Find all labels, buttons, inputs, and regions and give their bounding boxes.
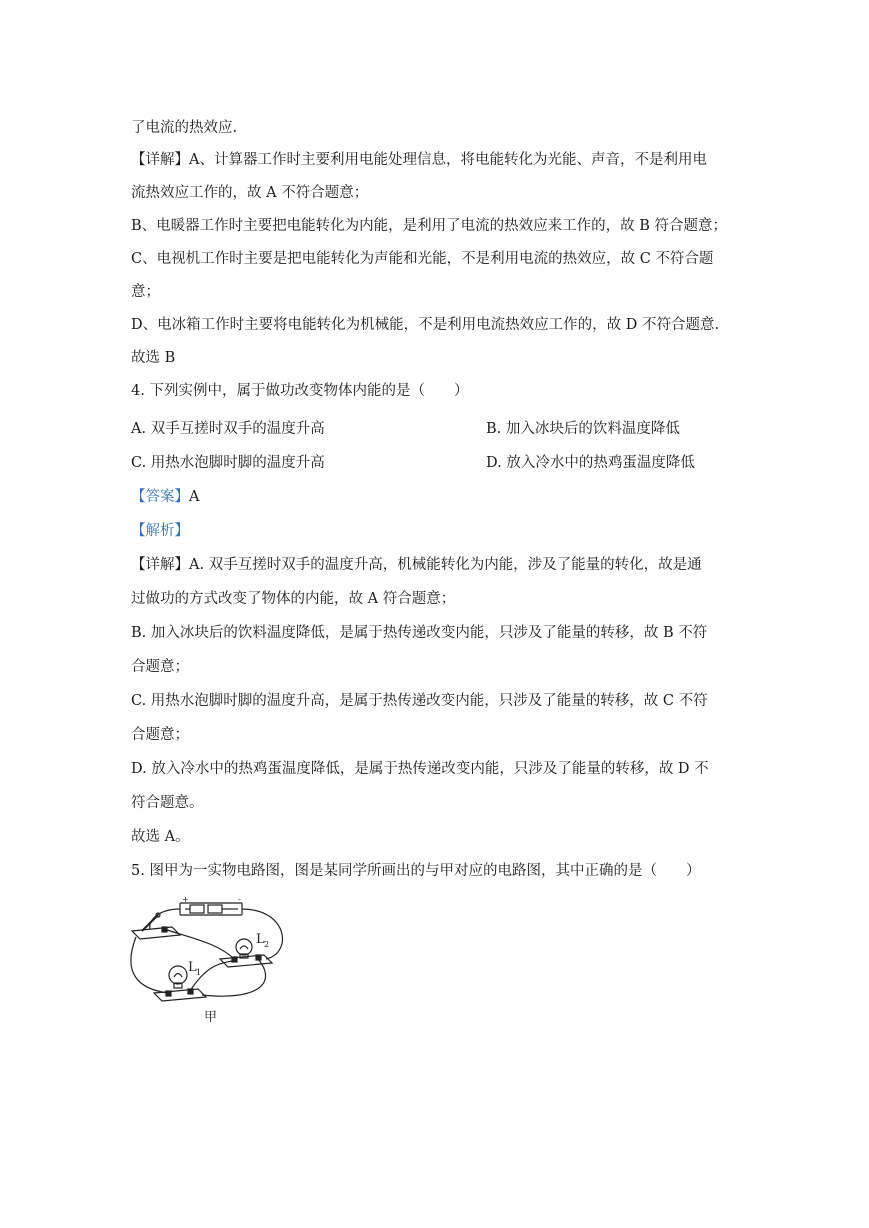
text-line: 故选 A。: [131, 829, 190, 845]
text-line: 流热效应工作的，故 A 不符合题意；: [131, 185, 369, 201]
lamp-l2-bulb: [236, 939, 252, 955]
answer-label: 【答案】: [131, 489, 189, 505]
battery-cell: [208, 905, 222, 913]
text-line: B. 加入冰块后的饮料温度降低，是属于热传递改变内能，只涉及了能量的转移，故 B 不符: [131, 625, 708, 641]
switch-base: [132, 927, 180, 939]
wire: [131, 937, 168, 993]
battery-plus-label: +: [182, 895, 189, 904]
option-d: D. 放入冷水中的热鸡蛋温度降低: [486, 455, 695, 471]
option-a: A. 双手互搓时双手的温度升高: [131, 421, 325, 437]
lamp-l1-base: [154, 989, 206, 1001]
lamp-l2-base: [220, 955, 272, 967]
question-5: 5. 图甲为一实物电路图，图是某同学所画出的与甲对应的电路图，其中正确的是（ ）: [131, 863, 701, 879]
lamp-l1-bulb: [169, 966, 187, 984]
text-line: C. 用热水泡脚时脚的温度升高，是属于热传递改变内能，只涉及了能量的转移，故 C 不符: [131, 693, 708, 709]
battery-minus-label: -: [238, 895, 241, 904]
lamp-l1-subscript: 1: [196, 968, 202, 977]
text-line: 合题意；: [131, 659, 189, 675]
text-line: C、电视机工作时主要是把电能转化为声能和光能，不是利用电流的热效应，故 C 不符合题: [131, 251, 714, 267]
text-line: 了电流的热效应.: [131, 120, 238, 136]
lamp-l1-label: L: [188, 960, 197, 975]
text-line: 【详解】A、计算器工作时主要利用电能处理信息，将电能转化为光能、声音，不是利用电: [131, 152, 707, 168]
wire: [164, 929, 234, 959]
text-line: D. 放入冷水中的热鸡蛋温度降低，是属于热传递改变内能，只涉及了能量的转移，故 D 不: [131, 761, 709, 777]
text-line: 意；: [131, 284, 160, 300]
text-line: B、电暖器工作时主要把电能转化为内能，是利用了电流的热效应来工作的，故 B 符合题意；: [131, 218, 728, 234]
text-line: 合题意；: [131, 727, 189, 743]
lamp-l2-subscript: 2: [264, 940, 270, 949]
option-c: C. 用热水泡脚时脚的温度升高: [131, 455, 325, 471]
circuit-figure: [128, 893, 298, 1033]
text-line: 过做功的方式改变了物体的内能，故 A 符合题意；: [131, 591, 456, 607]
analysis-label: 【解析】: [131, 523, 189, 539]
answer-line: [131, 487, 199, 507]
text-line: 【详解】A. 双手互搓时双手的温度升高，机械能转化为内能，涉及了能量的转化，故是通: [131, 557, 702, 573]
text-line: 符合题意。: [131, 795, 204, 811]
option-b: B. 加入冰块后的饮料温度降低: [486, 421, 680, 437]
text-line: 故选 B: [131, 350, 176, 366]
lamp-l2-label: L: [256, 932, 265, 947]
question-4: 4. 下列实例中，属于做功改变物体内能的是（ ）: [131, 383, 469, 399]
text-line: D、电冰箱工作时主要将电能转化为机械能，不是利用电流热效应工作的，故 D 不符合题意.: [131, 317, 720, 333]
figure-caption: 甲: [204, 1010, 218, 1025]
battery-cell: [190, 905, 204, 913]
answer-value: A: [189, 489, 200, 505]
